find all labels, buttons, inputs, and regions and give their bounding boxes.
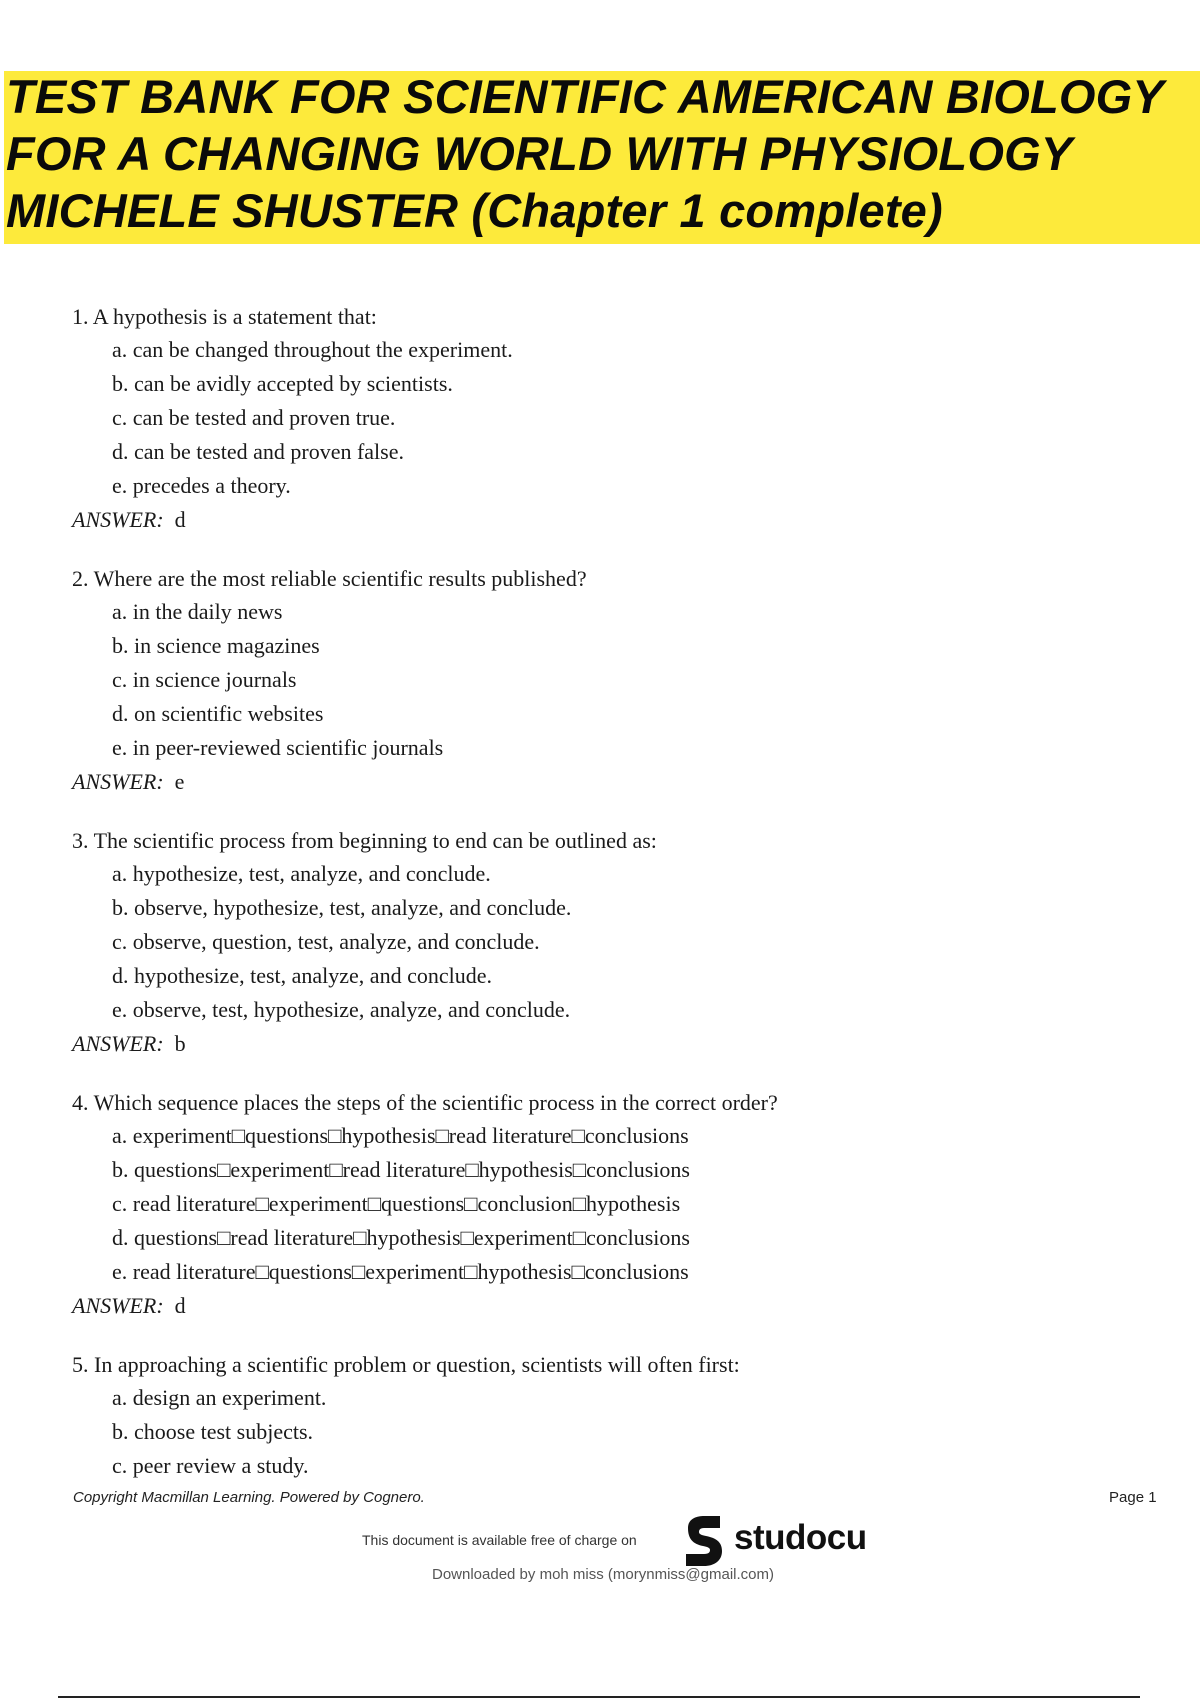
option-list [72,333,1132,503]
option-a: a. can be changed throughout the experiment. [112,337,513,362]
page-number: Page 1 [1109,1489,1157,1506]
copyright-notice: Copyright Macmillan Learning. Powered by Cognero. [73,1489,425,1506]
title-line: MICHELE SHUSTER (Chapter 1 complete) [6,184,943,237]
answer-value: e [174,769,185,794]
question-5 [72,1348,1132,1483]
option-a: a. experiment□questions□hypothesis□read literature□conclusions [112,1123,689,1148]
answer-value: b [174,1031,186,1056]
option-c: c. read literature□experiment□questions□conclusion□hypothesis [112,1191,681,1216]
answer-line [72,1027,1132,1061]
option-list [72,857,1132,1027]
question-list [72,300,1132,1508]
question-stem: 1. A hypothesis is a statement that: [72,304,377,329]
option-list [72,595,1132,765]
option-c: c. in science journals [112,667,297,692]
answer-line [72,765,1132,799]
option-list [72,1381,1132,1483]
option-list [72,1119,1132,1289]
answer-line [72,503,1132,537]
document-title [6,68,1196,239]
answer-label: ANSWER: [72,1031,164,1056]
option-e: e. read literature□questions□experiment□hypothesis□conclusions [112,1259,689,1284]
answer-label: ANSWER: [72,507,164,532]
studocu-banner[interactable] [360,1512,900,1572]
answer-value: d [174,507,186,532]
answer-label: ANSWER: [72,1293,164,1318]
availability-text: This document is available free of charge on [362,1532,637,1548]
option-b: b. choose test subjects. [112,1419,314,1444]
question-stem: 2. Where are the most reliable scientific results published? [72,566,587,591]
option-e: e. precedes a theory. [112,473,291,498]
option-a: a. hypothesize, test, analyze, and conclude. [112,861,491,886]
option-e: e. observe, test, hypothesize, analyze, and conclude. [112,997,571,1022]
option-a: a. in the daily news [112,599,283,624]
question-stem: 4. Which sequence places the steps of the scientific process in the correct order? [72,1090,778,1115]
option-c: c. can be tested and proven true. [112,405,396,430]
answer-label: ANSWER: [72,769,164,794]
option-d: d. hypothesize, test, analyze, and conclude. [112,963,492,988]
question-4 [72,1086,1132,1323]
answer-line [72,1289,1132,1323]
option-b: b. in science magazines [112,633,320,658]
studocu-wordmark: studocu [734,1518,867,1557]
downloaded-by: Downloaded by moh miss (morynmiss@gmail.com) [432,1566,774,1583]
question-3 [72,824,1132,1061]
option-d: d. on scientific websites [112,701,324,726]
option-b: b. observe, hypothesize, test, analyze, and conclude. [112,895,572,920]
question-stem: 5. In approaching a scientific problem or question, scientists will often first: [72,1352,740,1377]
option-c: c. peer review a study. [112,1453,309,1478]
option-c: c. observe, question, test, analyze, and conclude. [112,929,540,954]
question-stem: 3. The scientific process from beginning to end can be outlined as: [72,828,657,853]
option-e: e. in peer-reviewed scientific journals [112,735,444,760]
option-b: b. can be avidly accepted by scientists. [112,371,453,396]
option-d: d. can be tested and proven false. [112,439,404,464]
question-1 [72,300,1132,537]
question-2 [72,562,1132,799]
studocu-logo-icon [680,1514,728,1568]
option-b: b. questions□experiment□read literature□hypothesis□conclusions [112,1157,690,1182]
title-line: FOR A CHANGING WORLD WITH PHYSIOLOGY [6,127,1073,180]
title-line: TEST BANK FOR SCIENTIFIC AMERICAN BIOLOGY [6,70,1164,123]
answer-value: d [174,1293,186,1318]
option-d: d. questions□read literature□hypothesis□experiment□conclusions [112,1225,690,1250]
page-bottom-rule [58,1696,1140,1698]
option-a: a. design an experiment. [112,1385,327,1410]
